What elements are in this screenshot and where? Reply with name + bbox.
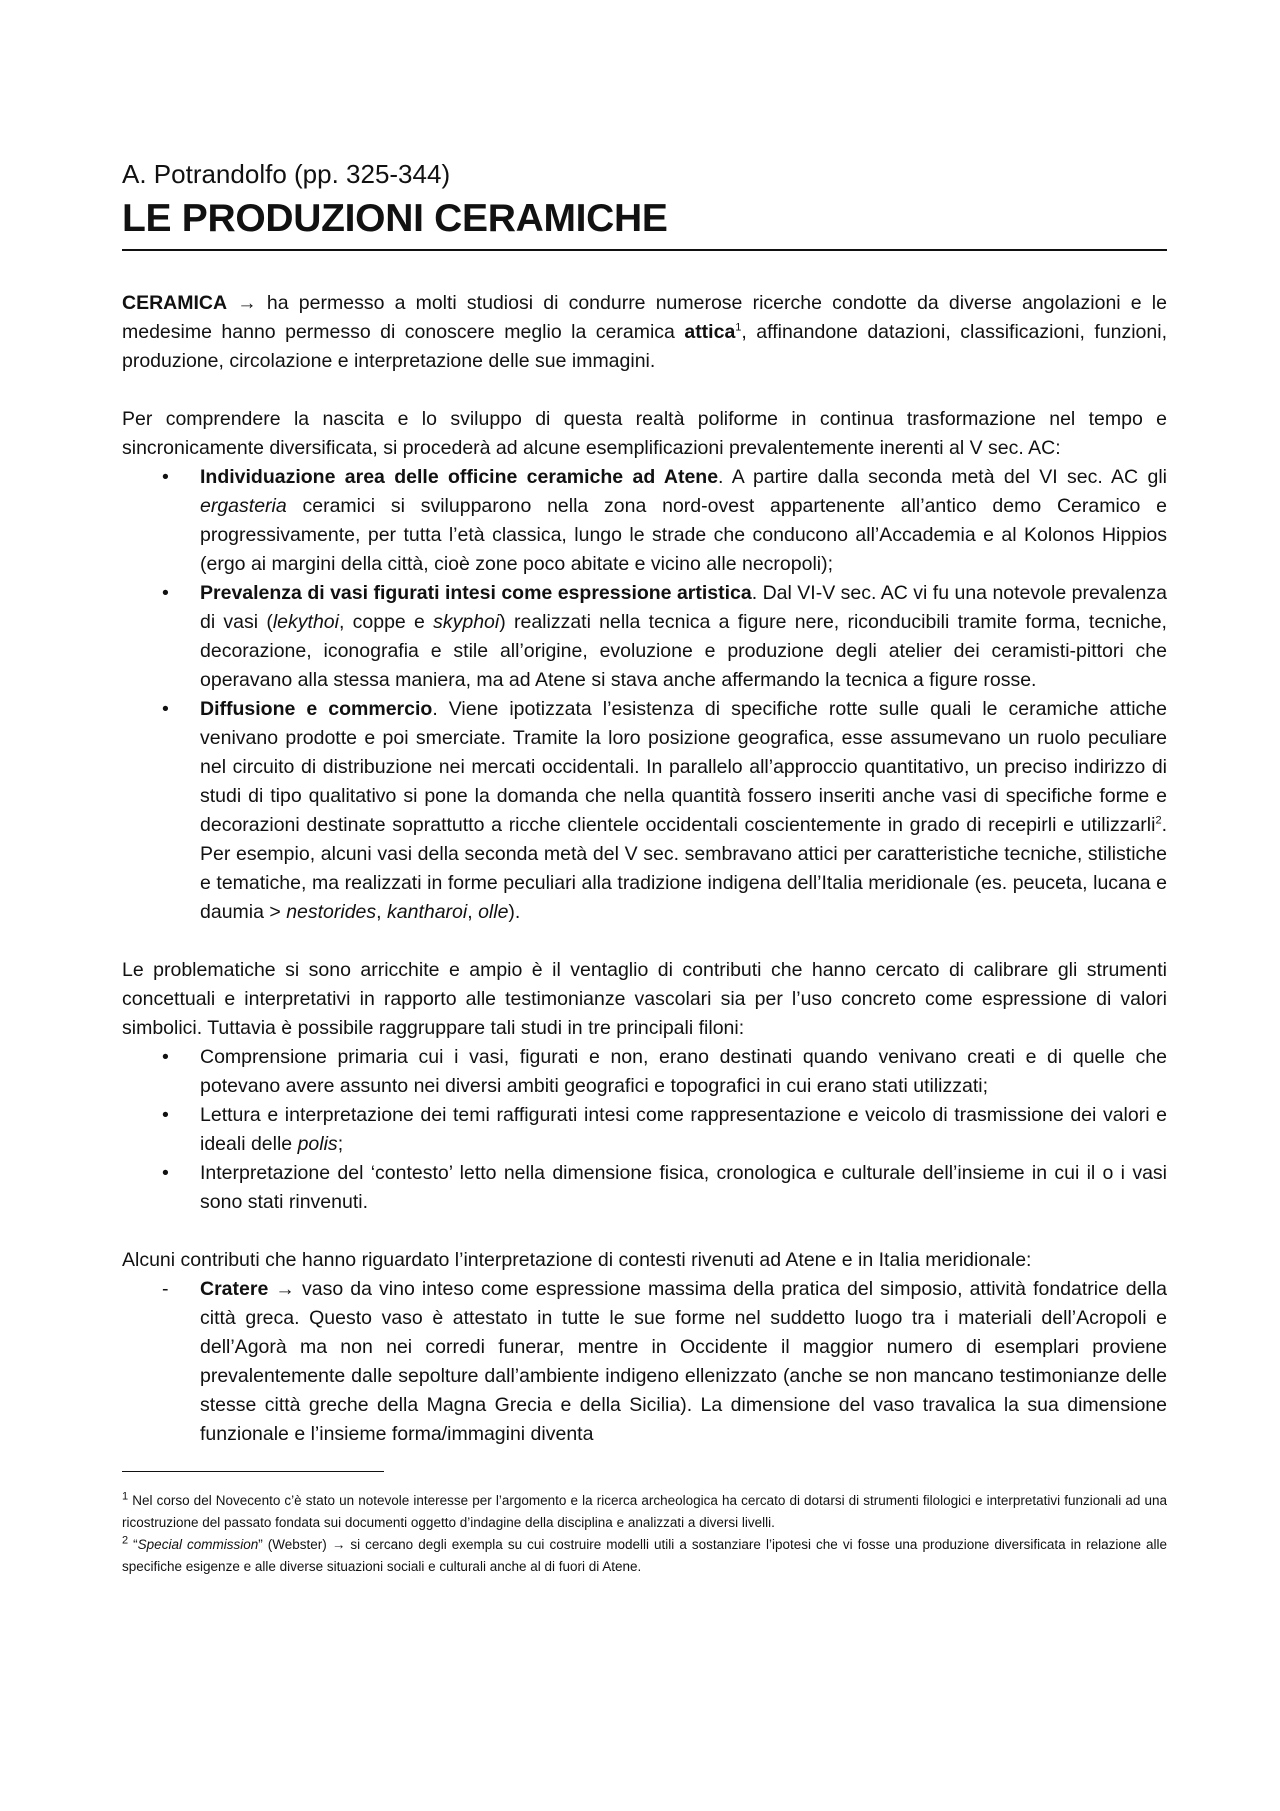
bullet-list-1 bbox=[122, 463, 1167, 927]
page-title: LE PRODUZIONI CERAMICHE bbox=[122, 195, 1167, 251]
list-item-heading: Individuazione area delle officine ceramiche ad Atene bbox=[200, 466, 719, 488]
intro-text: ha permesso a molti studiosi di condurre numerose ricerche condotte da diverse angolazioni e le medesime hanno permesso di conoscere meglio la ceramica bbox=[122, 292, 1167, 343]
list-item-text: . Viene ipotizzata l’esistenza di specifiche rotte sulle quali le ceramiche attiche venivano prodotte e poi smerciate. Tramite la loro posizione geografica, esse assumevano un ruolo peculiare nel circuito di distribuzione nei mercati occidentali. In parallelo all’approccio quantitativo, un preciso indirizzo di studi di tipo qualitativo si pone la domanda che nella quantità fossero inseriti anche vasi di specifiche forme e decorazioni destinate soprattutto a ricche clientele occidentali coscientemente in grado di recepirli e utilizzarli bbox=[200, 698, 1167, 836]
footnote-text: Nel corso del Novecento c’è stato un notevole interesse per l’argomento e la ricerca archeologica ha cercato di dotarsi di strumenti filologici e interpretativi funzionali ad una ricostruzione del passato fondata sui documenti oggetto d’indagine della disciplina e analizzati a diversi livelli. bbox=[122, 1493, 1167, 1530]
list-item-text: , bbox=[467, 901, 479, 923]
footnotes bbox=[122, 1490, 1167, 1578]
italic-term: lekythoi bbox=[272, 611, 339, 633]
footnote-separator bbox=[122, 1471, 384, 1472]
list-item-text: . A partire dalla seconda metà del VI sec. AC gli bbox=[718, 466, 1167, 488]
footnote-number: 1 bbox=[122, 1490, 129, 1503]
paragraph-3: Le problematiche si sono arricchite e ampio è il ventaglio di contributi che hanno cercato di calibrare gli strumenti concettuali e interpretativi in rapporto alle testimonianze vascolari sia per l’uso concreto come espressione di valori simbolici. Tuttavia è possibile raggruppare tali studi in tre principali filoni: bbox=[122, 959, 1167, 1039]
list-item bbox=[122, 1159, 1167, 1217]
dash-list bbox=[122, 1275, 1167, 1449]
list-item-text: Lettura e interpretazione dei temi raffigurati intesi come rappresentazione e veicolo di trasmissione dei valori e ideali delle bbox=[200, 1104, 1167, 1155]
list-item-text: vaso da vino inteso come espressione massima della pratica del simposio, attività fondatrice della città greca. Questo vaso è attestato in tutte le sue forme nel suddetto luogo tra i materiali dell’Acropoli e dell’Agorà ma non nei corredi funerar, mentre in Occidente il maggior numero di esemplari proviene prevalentemente dalle sepolture dall’ambiente indigeno ellenizzato (anche se non mancano testimonianze delle stesse città greche della Magna Grecia e della Sicilia). La dimensione del vaso travalica la sua dimensione funzionale e l’insieme forma/immagini diventa bbox=[200, 1278, 1167, 1445]
arrow-icon: → bbox=[275, 1278, 295, 1300]
list-item-heading: Prevalenza di vasi figurati intesi come espressione artistica bbox=[200, 582, 752, 604]
list-item bbox=[122, 579, 1167, 695]
list-item-text: Comprensione primaria cui i vasi, figurati e non, erano destinati quando venivano creati e di quelle che potevano avere assunto nei diversi ambiti geografici e topografici in cui erano stati utilizzati; bbox=[200, 1046, 1167, 1097]
arrow-icon: → bbox=[331, 1537, 346, 1552]
list-item-heading: Cratere bbox=[200, 1278, 269, 1300]
list-item bbox=[122, 695, 1167, 927]
italic-term: skyphoi bbox=[433, 611, 500, 633]
footnote-ref-2[interactable]: 2 bbox=[1155, 814, 1162, 827]
list-item-text: . Dal VI-V sec. AC vi fu una notevole prevalenza di vasi ( bbox=[200, 582, 1168, 633]
footnote-text: si cercano degli exempla su cui costruire modelli utili a sostanziare l’ipotesi che vi fosse una produzione diversificata in relazione alle specifiche esigenze e alle diverse situazioni sociali e culturali anche al di fuori di Atene. bbox=[122, 1537, 1168, 1574]
bullet-icon: • bbox=[162, 1046, 169, 1068]
list-item bbox=[122, 1043, 1167, 1101]
italic-term: polis bbox=[297, 1133, 338, 1155]
footnote-ref-1[interactable]: 1 bbox=[735, 321, 742, 334]
bullet-icon: • bbox=[162, 582, 169, 604]
footnote-text: ” (Webster) bbox=[258, 1537, 332, 1552]
term-attica: attica bbox=[684, 321, 736, 343]
list-item-text: ) realizzati nella tecnica a figure nere, riconducibili tramite forma, tecniche, decorazione, iconografia e stile all’origine, evoluzione e produzione degli atelier dei ceramisti-pittori che operavano alla stessa maniera, ma ad Atene si stava anche affermando la tecnica a figure rosse. bbox=[200, 611, 1167, 691]
author-line: A. Potrandolfo (pp. 325-344) bbox=[122, 159, 451, 189]
footnote-1 bbox=[122, 1490, 1167, 1534]
intro-text-end: , affinandone datazioni, classificazioni, funzioni, produzione, circolazione e interpretazione delle sue immagini. bbox=[122, 321, 1167, 372]
bullet-icon: • bbox=[162, 1104, 169, 1126]
list-item-text: Interpretazione del ‘contesto’ letto nella dimensione fisica, cronologica e culturale dell’insieme in cui il o i vasi sono stati rinvenuti. bbox=[200, 1162, 1167, 1213]
italic-term: Special commission bbox=[137, 1537, 259, 1552]
intro-paragraph bbox=[122, 289, 1167, 376]
list-item bbox=[122, 1275, 1167, 1449]
bullet-icon: • bbox=[162, 698, 169, 720]
list-item bbox=[122, 1101, 1167, 1159]
footnote-2 bbox=[122, 1534, 1167, 1578]
italic-term: ergasteria bbox=[200, 495, 287, 517]
paragraph-2: Per comprendere la nascita e lo sviluppo di questa realtà poliforme in continua trasformazione nel tempo e sincronicamente diversificata, si procederà ad alcune esemplificazioni prevalentemente inerenti al V sec. AC: bbox=[122, 408, 1167, 459]
bullet-icon: • bbox=[162, 466, 169, 488]
list-item-text: ). bbox=[508, 901, 521, 923]
italic-term: nestorides bbox=[286, 901, 377, 923]
arrow-icon: → bbox=[237, 292, 257, 314]
italic-term: olle bbox=[478, 901, 509, 923]
list-item-text: , bbox=[376, 901, 387, 923]
list-item-text: ; bbox=[337, 1133, 344, 1155]
bullet-icon: • bbox=[162, 1162, 169, 1184]
term-ceramica: CERAMICA bbox=[122, 292, 228, 314]
dash-icon: - bbox=[162, 1278, 169, 1300]
italic-term: kantharoi bbox=[387, 901, 468, 923]
footnote-number: 2 bbox=[122, 1534, 129, 1547]
list-item-heading: Diffusione e commercio bbox=[200, 698, 433, 720]
paragraph-4: Alcuni contributi che hanno riguardato l’interpretazione di contesti rivenuti ad Atene e in Italia meridionale: bbox=[122, 1249, 1032, 1271]
list-item-text: . Per esempio, alcuni vasi della seconda metà del V sec. sembravano attici per caratteristiche tecniche, stilistiche e tematiche, ma realizzati in forme peculiari alla tradizione indigena dell’Italia meridionale (es. peuceta, lucana e daumia > bbox=[200, 814, 1167, 923]
footnote-text: “ bbox=[128, 1537, 138, 1552]
bullet-list-2 bbox=[122, 1043, 1167, 1217]
document-page bbox=[122, 0, 1167, 1578]
list-item bbox=[122, 463, 1167, 579]
list-item-text: , coppe e bbox=[338, 611, 434, 633]
list-item-text: ceramici si svilupparono nella zona nord-ovest appartenente all’antico demo Ceramico e progressivamente, per tutta l’età classica, lungo le strade che conducono all’Accademia e al Kolonos Hippios (ergo ai margini della città, cioè zone poco abitate e vicino alle necropoli); bbox=[200, 495, 1167, 575]
